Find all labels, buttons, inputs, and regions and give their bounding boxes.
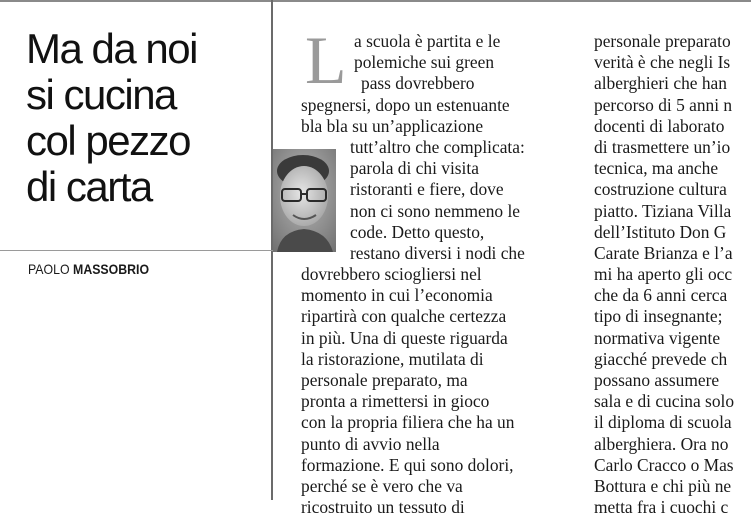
headline <box>26 26 266 210</box>
column-1-line: perché se è vero che va <box>301 475 463 496</box>
drop-cap: L <box>305 22 347 98</box>
column-2-line: alberghieri che han <box>594 73 727 94</box>
column-1-line: con la propria filiera che ha un <box>301 412 515 433</box>
column-1-line: ripartirà con qualche certezza <box>301 306 507 327</box>
column-1-line: bla bla su un’applicazione <box>301 115 484 136</box>
column-2-line: possano assumere <box>594 370 720 390</box>
byline-divider <box>0 250 273 251</box>
column-2-line: giacché prevede ch <box>594 348 728 369</box>
column-1-line: personale preparato, ma <box>301 370 468 390</box>
column-2-line: Carlo Cracco o Mas <box>594 454 734 475</box>
column-2-line: metta fra i cuochi c <box>594 497 729 518</box>
top-rule <box>0 0 751 2</box>
column-1-line: momento in cui l’economia <box>301 285 493 306</box>
column-2-line: docenti di laborato <box>594 115 725 136</box>
column-1-line: dovrebbero sciogliersi nel <box>301 264 482 285</box>
column-1-line: ristoranti e fiere, dove <box>350 179 504 200</box>
column-1-line: pronta a rimettersi in gioco <box>301 391 490 412</box>
column-1-line: code. Detto questo, <box>350 221 485 242</box>
column-1-line: non ci sono nemmeno le <box>350 200 521 221</box>
column-2-line: percorso di 5 anni n <box>594 94 733 115</box>
column-1-line: la ristorazione, mutilata di <box>301 348 484 369</box>
column-2-line: normativa vigente <box>594 327 721 348</box>
headline-line-2: si cucina <box>26 71 176 118</box>
column-2-line: dell’Istituto Don G <box>594 221 727 242</box>
column-1-line: a scuola è partita e le <box>354 31 501 51</box>
column-2-line: Bottura e chi più ne <box>594 475 732 496</box>
article-column-1 <box>301 22 565 518</box>
column-1-line: restano diversi i nodi che <box>350 242 525 263</box>
column-1-line: parola di chi visita <box>350 158 479 179</box>
column-1-line: spegnersi, dopo un estenuante <box>301 94 510 115</box>
column-1-line: in più. Una di queste riguarda <box>301 327 508 348</box>
column-2-line: mi ha aperto gli occ <box>594 264 733 285</box>
article-column-2 <box>594 31 751 518</box>
column-2-line: tipo di insegnante; <box>594 306 723 327</box>
column-1-line: formazione. E qui sono dolori, <box>301 454 514 475</box>
headline-line-1: Ma da noi <box>26 25 197 72</box>
author-first-name: PAOLO <box>28 261 70 277</box>
column-2-line: piatto. Tiziana Villa <box>594 200 732 221</box>
column-2-line: alberghiera. Ora no <box>594 433 729 454</box>
column-2-line: verità è che negli Is <box>594 52 731 73</box>
column-2-line: tecnica, ma anche <box>594 158 719 179</box>
author-surname: MASSOBRIO <box>73 261 150 277</box>
byline <box>28 261 149 277</box>
column-2-line: il diploma di scuola <box>594 412 732 433</box>
column-1-line: ricostruito un tessuto di <box>301 497 465 518</box>
column-2-line: di trasmettere un’io <box>594 136 731 157</box>
column-1-line: tutt’altro che complicata: <box>350 136 525 157</box>
headline-line-4: di carta <box>26 163 152 210</box>
column-2-line: personale preparato <box>594 31 731 51</box>
column-1-line: polemiche sui green <box>354 52 495 73</box>
column-1-line: pass dovrebbero <box>361 73 475 94</box>
column-1-line: punto di avvio nella <box>301 433 440 454</box>
column-2-line: che da 6 anni cerca <box>594 285 728 306</box>
column-2-line: costruzione cultura <box>594 179 727 200</box>
column-2-line: Carate Brianza e l’a <box>594 242 733 263</box>
column-2-line: sala e di cucina solo <box>594 391 735 412</box>
headline-line-3: col pezzo <box>26 117 190 164</box>
